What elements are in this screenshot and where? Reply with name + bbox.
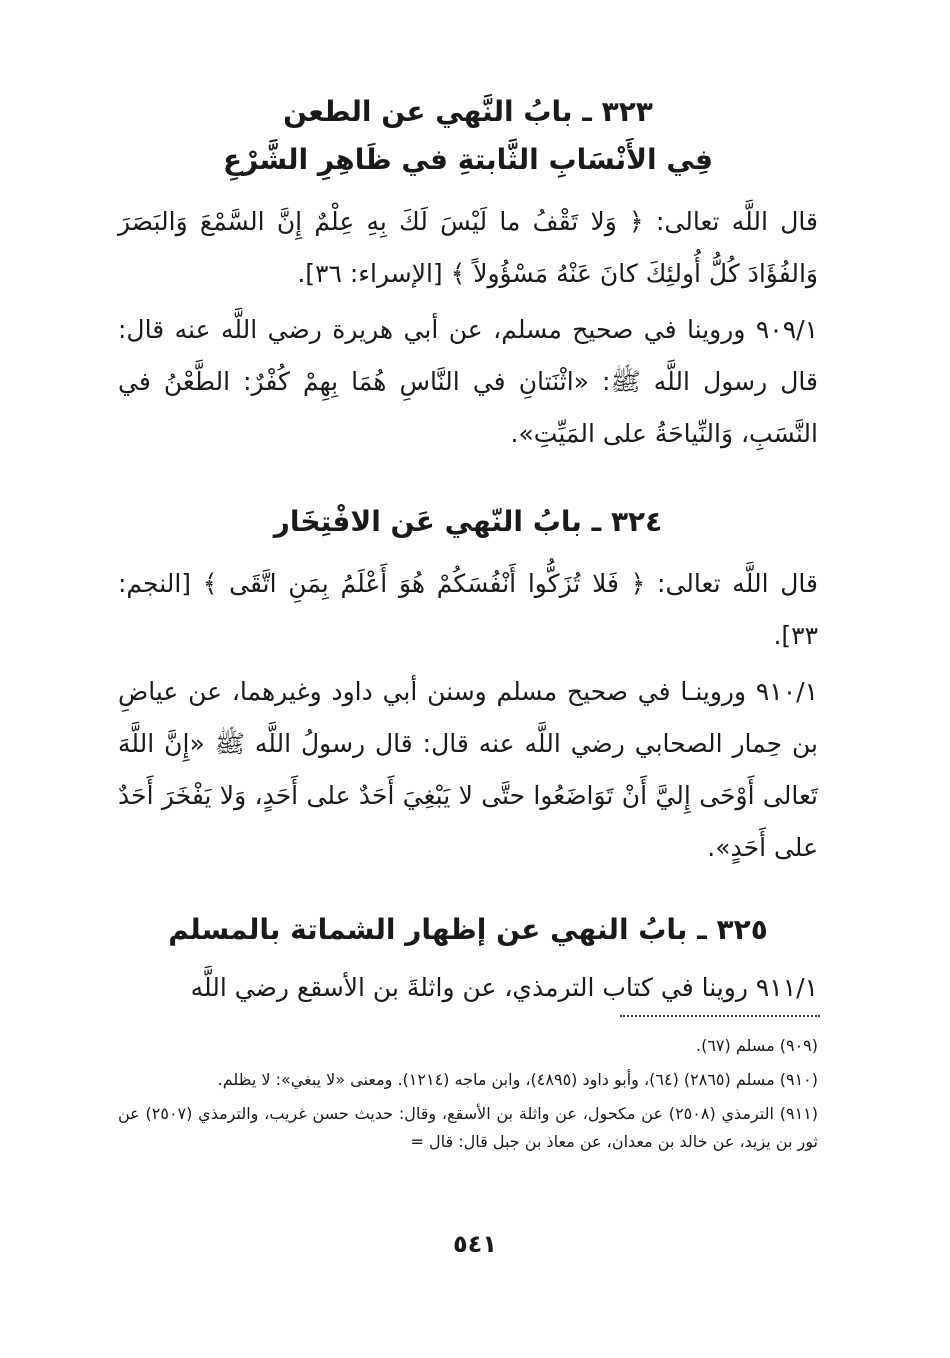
chapter-325-title-line1: ٣٢٥ ـ بابُ النهي عن إظهار الشماتة بالمسلم xyxy=(168,913,768,946)
chapter-324-verse: قال اللَّه تعالى: ﴿ فَلا تُزَكُّوا أَنْفُسَكُمْ هُوَ أَعْلَمُ بِمَنِ اتَّقَى ﴾ [النجم: ٣٣]. xyxy=(118,569,818,650)
page-number: ٥٤١ xyxy=(453,1230,497,1258)
footnote-911: (٩١١) الترمذي (٢٥٠٨) عن مكحول، عن واثلة بن الأسقع، وقال: حديث حسن غريب، والترمذي (٢٥٠٧) عن ثور بن يزيد، عن خالد بن معدان، عن معاذ بن جبل قال: قال = xyxy=(118,1104,819,1151)
chapter-323-title-line2: فِي الأَنْسَابِ الثَّابتةِ في ظَاهِرِ الشَّرْعِ xyxy=(222,143,713,176)
footnote-910: (٩١٠) مسلم (٢٨٦٥) (٦٤)، وأبو داود (٤٨٩٥)، وابن ماجه (١٢١٤). ومعنى «لا يبغي»: لا يظلم. xyxy=(217,1070,818,1089)
hadith-910: ٩١٠/١ وروينـا في صحيح مسلم وسنن أبي داود وغيرهما، عن عياضِ بن حِمار الصحابي رضي اللَّه عنه قال: قال رسولُ اللَّه ﷺ «إِنَّ اللَّهَ تَعالى أَوْحَى إِليَّ أَنْ تَوَاضَعُوا حتَّى لا يَبْغِيَ أَحَدٌ على أَحَدٍ، وَلا يَفْخَرَ أَحَدٌ على أَحَدٍ». xyxy=(118,677,818,862)
chapter-325-title xyxy=(118,906,818,954)
footnote-separator xyxy=(620,1015,820,1017)
chapter-324-title xyxy=(118,498,818,546)
chapter-323-verse: قال اللَّه تعالى: ﴿ وَلا تَقْفُ ما لَيْسَ لَكَ بِهِ عِلْمٌ إِنَّ السَّمْعَ وَالبَصَرَ وَالفُؤَادَ كُلُّ أُولئِكَ كانَ عَنْهُ مَسْؤُولاً ﴾ [الإسراء: ٣٦]. xyxy=(118,207,818,288)
hadith-909: ٩٠٩/١ وروينا في صحيح مسلم، عن أبي هريرة رضي اللَّه عنه قال: قال رسول اللَّه ﷺ: «اثْنَتانِ في النَّاسِ هُمَا بِهِمْ كُفْرٌ: الطَّعْنُ في النَّسَبِ، وَالنِّياحَةُ على المَيِّتِ». xyxy=(118,315,818,448)
footnotes xyxy=(118,1032,818,1162)
chapter-323-title-line1: ٣٢٣ ـ بابُ النَّهي عن الطعن xyxy=(283,95,653,128)
footnote-909: (٩٠٩) مسلم (٦٧). xyxy=(696,1036,818,1055)
hadith-911: ٩١١/١ روينا في كتاب الترمذي، عن واثلةَ بن الأسقع رضي اللَّه xyxy=(190,973,818,1002)
chapter-323-title xyxy=(118,88,818,184)
chapter-324-title-line1: ٣٢٤ ـ بابُ النّهي عَن الافْتِخَار xyxy=(273,505,663,538)
